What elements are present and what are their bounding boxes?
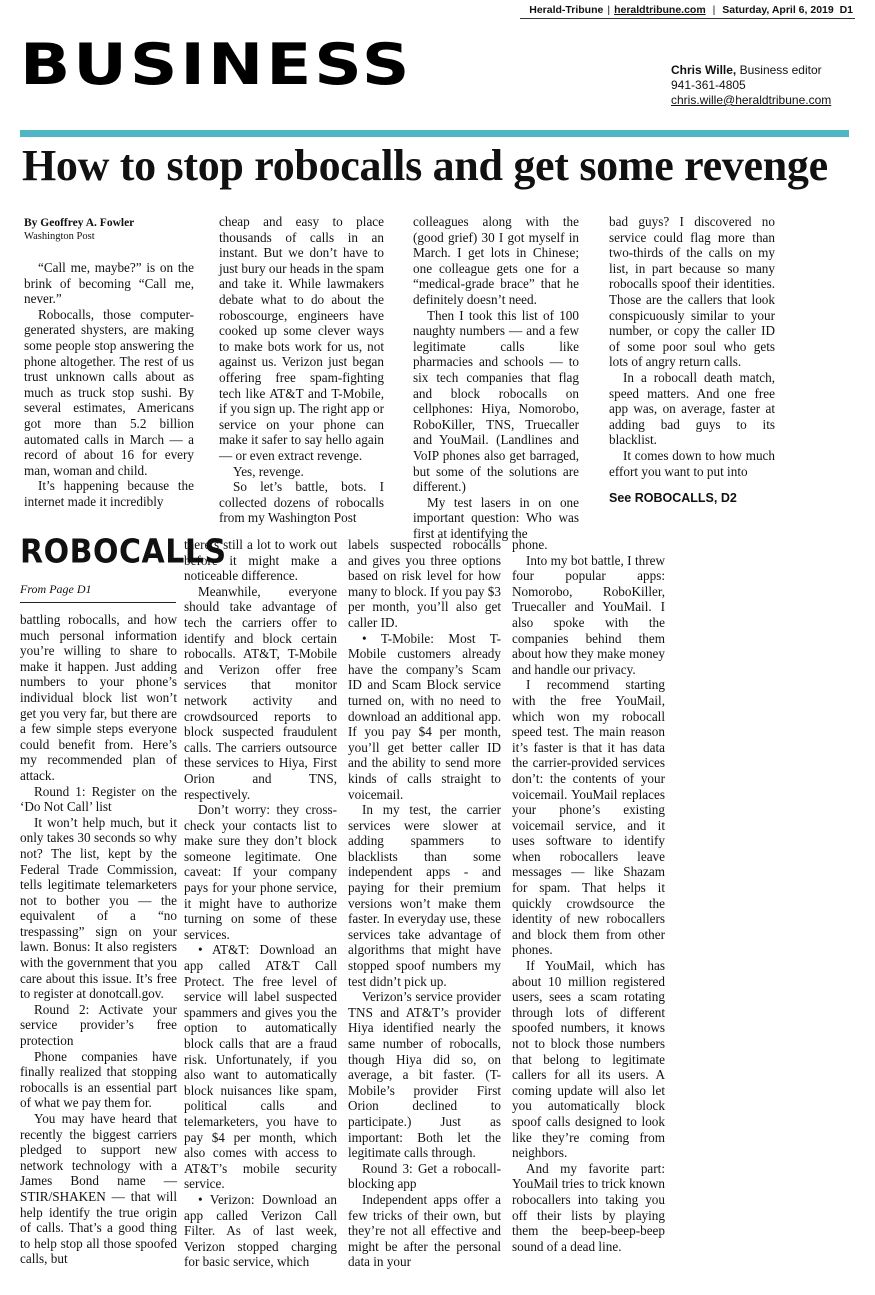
paragraph: And my favorite part: YouMail tries to trick known robocallers into taking you off their lists by playing them the beep-beep-beep sound of a dead line. <box>512 1160 665 1254</box>
paragraph: It won’t help much, but it only takes 30 seconds so why not? The list, kept by the Federal Trade Commission, tells legitimate telemarketers not to bother you — the equivalent of a “no trespassing” sign on your lawn. Bonus: It also registers with the government that you care about this issue. It’s free to register at donotcall.gov. <box>20 814 177 1002</box>
paragraph: Verizon’s service provider TNS and AT&T’s provider Hiya identified nearly the same number of robocalls, though Hiya did so, on average, a bit faster. (T-Mobile’s provider First Orion declined to participate.) Just as important: Both let the legitimate calls through. <box>348 989 501 1161</box>
story-column-2 <box>219 214 384 526</box>
author: By Geoffrey A. Fowler <box>24 217 135 229</box>
jump-reference[interactable]: See ROBOCALLS, D2 <box>609 491 737 506</box>
paragraph: Into my bot battle, I threw four popular apps: Nomorobo, RoboKiller, Truecaller and YouMail. I also spoke with the companies behind them about how they make money and handle our privacy. <box>512 552 665 677</box>
author-source: Washington Post <box>24 231 95 242</box>
headline: How to stop robocalls and get some revenge <box>22 141 828 190</box>
editor-phone: 941-361-4805 <box>671 78 746 92</box>
paragraph: I recommend starting with the free YouMail, which won my robocall speed test. The main reason it’s faster is that it has data the carrier-provided services don’t: the contents of your voicemail. YouMail replaces your phone’s existing voicemail service, and it uses software to identify when robocallers leave messages — like Shazam for spam. That helps it quickly crowdsource the identity of new robocallers and block them from other phones. <box>512 677 665 958</box>
masthead-rule <box>520 18 855 19</box>
byline <box>24 216 134 244</box>
paragraph: Robocalls, those computer-generated shysters, are making some people stop answering the phone altogether. The rest of us trust unknown calls about as much as truck stop sushi. By several estimates, Americans got more than 5.2 billion automated calls in March — a record of about 16 for every man, woman and child. <box>24 306 194 478</box>
jump-column-4 <box>512 537 665 1254</box>
editor-role: Business editor <box>739 63 822 77</box>
paragraph: Then I took this list of 100 naughty numbers — and a few legitimate calls like pharmacies and schools — to six tech companies that flag and block robocalls on cellphones: Hiya, Nomorobo, RoboKiller, TNS, Truecaller and YouMail. (Landlines and VoIP phones also get barraged, but some of the solutions are different.) <box>413 307 579 495</box>
paragraph: • AT&T: Download an app called AT&T Call Protect. The free level of service will label suspected spammers and gives you the option to automatically block calls that are a fraud risk. Unfortunately, if you also want to automatically block nuisances like spam, political calls and telemarketers, you have to pay $4 per month, which also comes with access to AT&T’s mobile security service. <box>184 942 337 1192</box>
paragraph: Independent apps offer a few tricks of their own, but they’re not all effective and might be after the personal data in your <box>348 1191 501 1270</box>
paragraph: In a robocall death match, speed matters. And one free app was, on average, faster at adding bad guys to its blacklist. <box>609 369 775 448</box>
paragraph: Meanwhile, everyone should take advantage of tech the carriers offer to identify and block certain robocalls. AT&T, T-Mobile and Verizon offer free services that monitor network activity and crowdsourced reports to block suspected fraudulent calls. The carriers outsource these services to Hiya, First Orion and TNS, respectively. <box>184 583 337 802</box>
jump-rule <box>20 602 176 603</box>
jump-headline: ROBOCALLS <box>20 533 227 572</box>
editor-contact <box>671 63 831 108</box>
paragraph: It comes down to how much effort you want to put into <box>609 447 775 479</box>
masthead <box>0 0 875 20</box>
story-column-4 <box>609 214 775 507</box>
paragraph: bad guys? I discovered no service could flag more than two-thirds of the calls on my list, in part because so many robocalls spoof their identities. Those are the callers that look conspicuously similar to your number, or copy the caller ID of some poor soul who gets lots of angry return calls. <box>609 214 775 370</box>
paragraph: battling robocalls, and how much personal information you’re willing to share to make it happen. Just adding numbers to your phone’s individual block list won’t get you very far, but there are a few simple steps everyone could benefit from. Here’s my recommended plan of attack. <box>20 612 177 783</box>
subhead: Round 1: Register on the ‘Do Not Call’ list <box>20 783 177 815</box>
paragraph: Yes, revenge. <box>233 463 304 479</box>
paragraph: Phone companies have finally realized that stopping robocalls is an essential part of what we pay them for. <box>20 1048 177 1111</box>
site-link[interactable]: heraldtribune.com <box>614 4 706 16</box>
paragraph: • Verizon: Download an app called Verizon Call Filter. As of last week, Verizon stopped charging for basic service, which <box>184 1191 337 1270</box>
paragraph: labels suspected robocalls and gives you three options based on risk level for how many to block. If you pay $3 per month, you’ll also get caller ID. <box>348 537 501 630</box>
paragraph: • T-Mobile: Most T-Mobile customers already have the company’s Scam ID and Scam Block service turned on, with no need to download an additional app. If you pay $4 per month, you’ll get better caller ID and the ability to send more kinds of calls straight to voicemail. <box>348 630 501 802</box>
story-column-3 <box>413 214 579 541</box>
section-title: BUSINESS <box>20 31 413 98</box>
paragraph: If YouMail, which has about 10 million registered users, sees a scam rotating through lots of different spoofed numbers, it knows not to block those numbers that belong to legitimate callers for all its users. A coming update will also let you automatically block spoof calls designed to look like they’re coming from neighbors. <box>512 958 665 1161</box>
jump-column-1 <box>20 612 177 1267</box>
paragraph: colleagues along with the (good grief) 30 I got myself in March. I get lots in Chinese; one colleague gets one for a “medical-grade brace” that he definitely doesn’t need. <box>413 214 579 307</box>
page-number: D1 <box>839 4 853 16</box>
paragraph: “Call me, maybe?” is on the brink of becoming “Call me, never.” <box>24 260 194 307</box>
editor-email[interactable]: chris.wille@heraldtribune.com <box>671 93 832 107</box>
masthead-text: Herald-Tribune | heraldtribune.com | Saturday, April 6, 2019 D1 <box>529 4 853 16</box>
jump-column-3 <box>348 537 501 1270</box>
paragraph: there’s still a lot to work out before it might make a noticeable difference. <box>184 537 337 584</box>
paragraph: In my test, the carrier services were slower at adding spammers to blacklists than some independent apps - and paying for their premium versions won’t make them faster. In everyday use, these services take advantage of algorithms that might have stopped spoof numbers my test didn’t pick up. <box>348 802 501 989</box>
paragraph: It’s happening because the internet made it incredibly <box>24 478 194 509</box>
paragraph: cheap and easy to place thousands of calls in an instant. But we don’t have to just bury our heads in the spam and take it. While lawmakers debate what to do about the roboscourge, engineers have cooked up some clever ways to make bots work for us, not against us. Verizon just began offering free spam-fighting tech like AT&T and T-Mobile, if you sign up. The right app or service on your phone can make it safer to say hello again — or even extract revenge. <box>219 214 384 463</box>
paper-name: Herald-Tribune <box>529 4 604 16</box>
jump-column-2 <box>184 537 337 1270</box>
accent-rule <box>20 130 849 137</box>
paragraph: My test lasers in on one important question: Who was first at identifying the <box>413 494 579 541</box>
jump-from-page: From Page D1 <box>20 582 92 596</box>
issue-date: Saturday, April 6, 2019 <box>722 4 834 16</box>
subhead: Round 3: Get a robocall-blocking app <box>348 1160 501 1192</box>
paragraph: So let’s battle, bots. I collected dozens of robocalls from my Washington Post <box>219 479 384 526</box>
paragraph: You may have heard that recently the biggest carriers pledged to support new network technology with a James Bond name — STIR/SHAKEN — that will help identify the true origin of calls. That’s a good thing to help stop all those spoofed calls, but <box>20 1111 177 1267</box>
paragraph: Don’t worry: they cross-check your contacts list to make sure they don’t block someone legitimate. One caveat: If your company pays for your phone service, it might have to authorize turning on some of these services. <box>184 802 337 942</box>
subhead: Round 2: Activate your service provider’s free protection <box>20 1001 177 1049</box>
paragraph: phone. <box>512 537 548 552</box>
editor-name: Chris Wille, <box>671 63 737 77</box>
story-column-1 <box>24 260 194 510</box>
